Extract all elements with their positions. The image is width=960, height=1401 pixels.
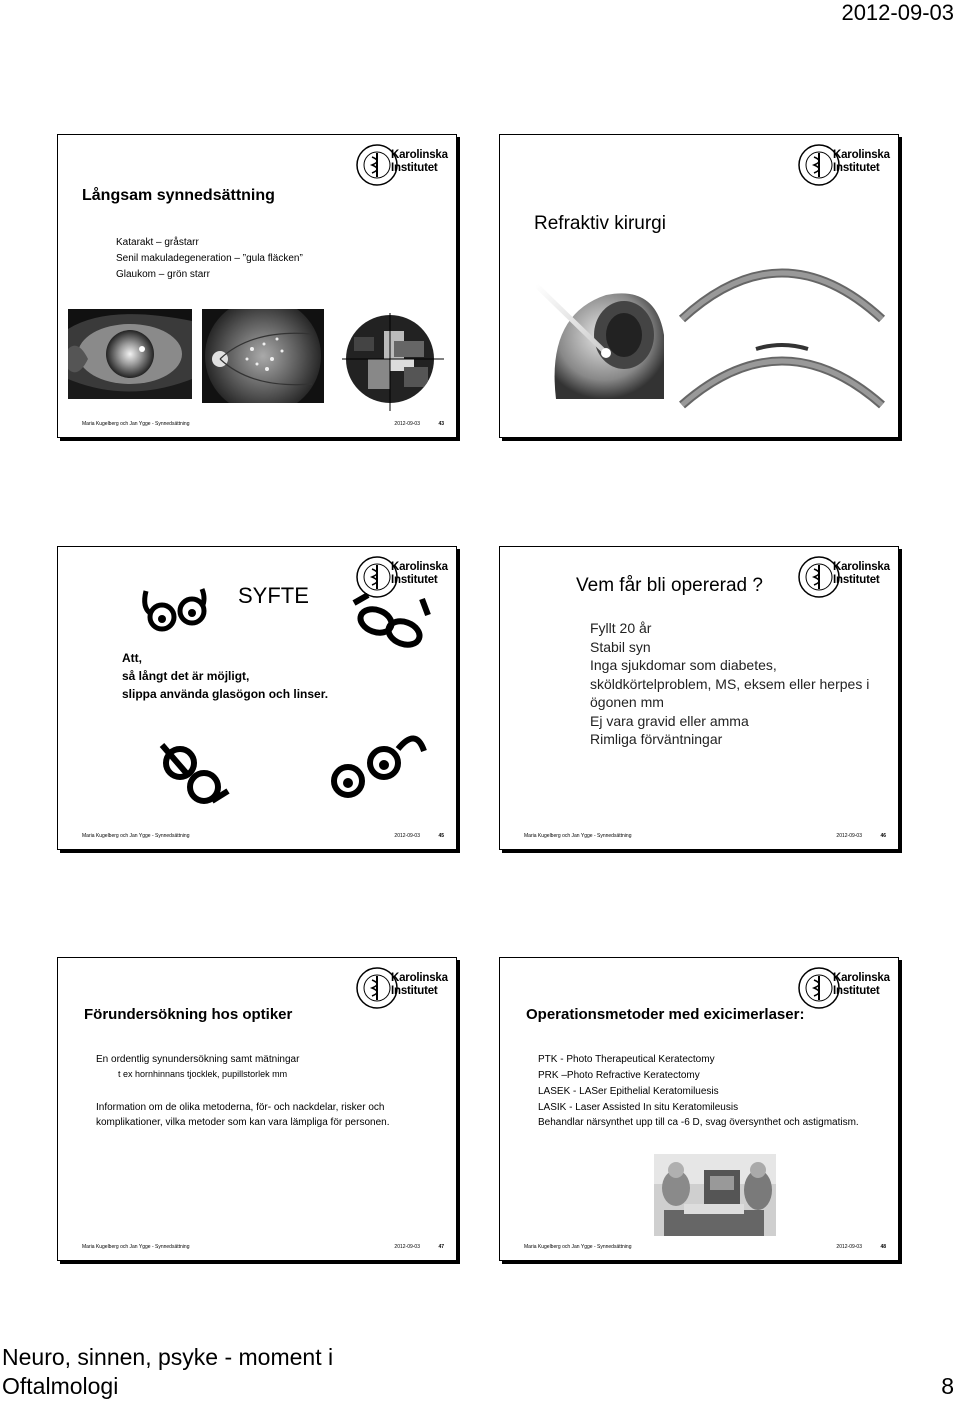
slide-44 [499,134,899,438]
text-line: så långt det är möjligt, [122,669,250,683]
slide-48 [499,957,899,1261]
list-item: PRK –Photo Refractive Keratectomy [538,1070,700,1081]
glasses-doodle-icon [132,577,212,641]
slide-footer [524,831,890,841]
slide-47 [57,957,457,1261]
slide-footer [82,831,448,841]
slide-title: Långsam synnedsättning [82,187,275,204]
footer-date: 2012-09-03 [836,1244,862,1250]
list-item: LASEK - LASer Epithelial Keratomiluesis [538,1086,719,1097]
footer-title-line2: Oftalmologi [2,1373,119,1399]
logo-line1: Karolinska [391,149,448,161]
document-footer-title [2,1343,333,1401]
logo-line1: Karolinska [391,561,448,573]
logo-line2: Institutet [391,162,438,174]
logo-line2: Institutet [833,574,880,586]
slide-title: SYFTE [238,583,309,608]
glasses-doodle-icon [320,721,430,811]
ki-logo [797,141,892,189]
list-item: Senil makuladegeneration – ”gula fläcken” [116,253,303,264]
text-line: slippa använda glasögon och linser. [122,687,329,701]
laser-eye-image [536,275,664,399]
footer-author: Maria Kugelberg och Jan Ygge - Synnedsättning [82,1244,190,1250]
footer-author: Maria Kugelberg och Jan Ygge - Synnedsättning [82,833,190,839]
logo-line2: Institutet [391,574,438,586]
text-line: En ordentlig synundersökning samt mätningar [96,1054,300,1065]
footer-author: Maria Kugelberg och Jan Ygge - Synnedsättning [524,1244,632,1250]
list-item: LASIK - Laser Assisted In situ Keratomileusis [538,1102,739,1113]
footer-author: Maria Kugelberg och Jan Ygge - Synnedsättning [82,421,190,427]
glasses-doodle-icon [152,737,236,809]
footer-title-line1: Neuro, sinnen, psyke - moment i [2,1344,334,1370]
footer-date: 2012-09-03 [836,833,862,839]
retina-photo [202,309,324,403]
logo-line1: Karolinska [833,149,890,161]
slide-title: Refraktiv kirurgi [534,213,666,234]
surgery-photo [654,1154,776,1236]
ki-logo [355,141,450,189]
list-item: Inga sjukdomar som diabetes, sköldkörtelproblem, MS, eksem eller herpes i ögonen mm [590,657,870,710]
ki-logo [797,964,892,1012]
logo-line2: Institutet [391,985,438,997]
list-item: Ej vara gravid eller amma [590,712,749,729]
slide-list [116,235,303,283]
footer-number: 47 [438,1244,444,1250]
footer-date: 2012-09-03 [394,833,420,839]
header-date: 2012-09-03 [841,0,954,25]
logo-line2: Institutet [833,985,880,997]
list-item: Behandlar närsynthet upp till ca -6 D, svag översynthet och astigmatism. [538,1117,859,1128]
list-item: Katarakt – gråstarr [116,237,199,248]
logo-line2: Institutet [833,162,880,174]
slide-footer [524,1242,890,1252]
list-item: Fyllt 20 år [590,620,652,636]
slide-list [538,1052,868,1130]
slide-title: Vem får bli opererad ? [576,575,763,596]
footer-number: 43 [438,421,444,427]
text-paragraph: Information om de olika metoderna, för- och nackdelar, risker och komplikationer, vilka metoder som kan vara lämpliga för personen. [96,1102,390,1128]
slide-title: Förundersökning hos optiker [84,1006,293,1023]
visual-field-chart [334,311,446,413]
list-item: Stabil syn [590,638,651,655]
slide-footer [82,419,448,429]
glasses-doodle-icon [348,593,434,655]
cornea-diagram [676,245,888,421]
ki-logo [797,553,892,601]
logo-line1: Karolinska [833,972,890,984]
footer-number: 48 [880,1244,886,1250]
footer-number: 46 [880,833,886,839]
slide-text [96,1052,428,1130]
slide-45 [57,546,457,850]
cataract-photo [68,309,192,399]
list-item: Rimliga förväntningar [590,731,723,747]
logo-line1: Karolinska [391,972,448,984]
slide-list [590,619,890,749]
slide-46 [499,546,899,850]
slide-footer [82,1242,448,1252]
text-line: t ex hornhinnans tjocklek, pupillstorlek mm [118,1069,288,1079]
list-item: PTK - Photo Therapeutical Keratectomy [538,1054,715,1065]
slide-text [122,649,328,703]
footer-date: 2012-09-03 [394,1244,420,1250]
text-line: Att, [122,651,142,665]
footer-number: 45 [438,833,444,839]
footer-author: Maria Kugelberg och Jan Ygge - Synnedsättning [524,833,632,839]
logo-line1: Karolinska [833,561,890,573]
slide-43 [57,134,457,438]
page-number: 8 [941,1373,954,1399]
footer-date: 2012-09-03 [394,421,420,427]
ki-logo [355,964,450,1012]
slide-title: Operationsmetoder med exicimerlaser: [526,1006,805,1023]
list-item: Glaukom – grön starr [116,269,210,280]
